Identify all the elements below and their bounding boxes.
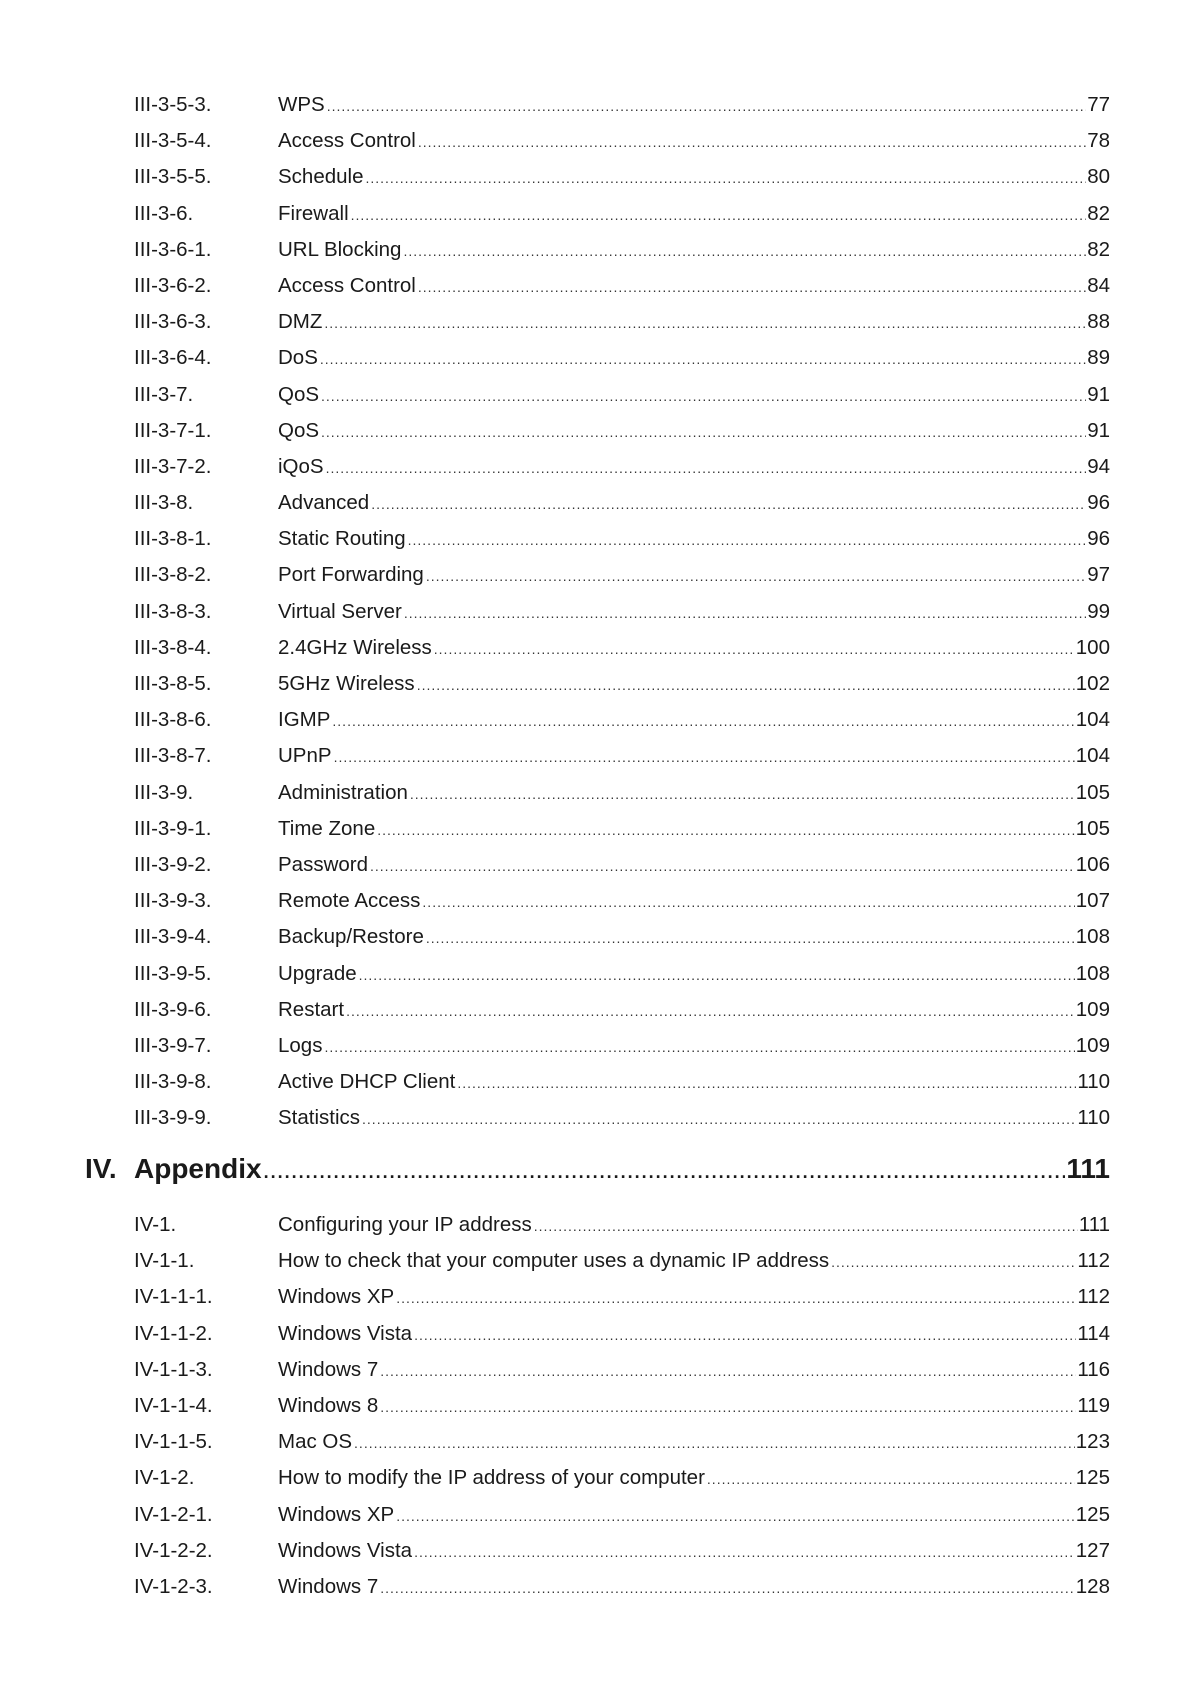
toc-entry[interactable]	[0, 1064, 1190, 1100]
entry-page-number: 123	[1075, 1430, 1110, 1454]
entry-page-number: 91	[1087, 418, 1110, 442]
entry-title: Windows 7	[278, 1569, 380, 1605]
entry-number: III-3-7.	[134, 382, 194, 406]
entry-title: Windows 8	[278, 1388, 380, 1424]
toc-entry[interactable]	[0, 87, 1190, 123]
entry-page-number: 84	[1087, 273, 1110, 297]
entry-page-number: 110	[1077, 1070, 1110, 1094]
entry-line	[278, 340, 1110, 377]
entry-number: III-3-9-2.	[134, 852, 212, 876]
dot-leader	[365, 160, 1086, 196]
entry-page-number: 125	[1075, 1466, 1110, 1490]
dot-leader	[457, 1065, 1076, 1101]
entry-page-number: 119	[1077, 1393, 1110, 1417]
entry-number: III-3-9-6.	[134, 997, 212, 1021]
toc-section-iii	[0, 87, 1190, 1136]
dot-leader	[370, 848, 1075, 884]
entry-title: Time Zone	[278, 811, 377, 847]
entry-line	[278, 883, 1110, 920]
toc-entry[interactable]	[0, 666, 1190, 702]
entry-line	[278, 1064, 1110, 1101]
entry-page-number: 110	[1077, 1106, 1110, 1130]
dot-leader	[408, 522, 1087, 558]
toc-chapter-iv	[0, 1133, 1190, 1201]
entry-number: III-3-5-3.	[134, 93, 212, 116]
entry-number: III-3-9-1.	[134, 816, 212, 840]
entry-line	[278, 159, 1110, 196]
entry-title: Access Control	[278, 268, 418, 304]
entry-page-number: 109	[1075, 997, 1110, 1021]
entry-line	[278, 123, 1110, 160]
entry-number: IV-1-1-2.	[134, 1321, 213, 1345]
entry-number: IV-1-2-2.	[134, 1538, 213, 1562]
dot-leader	[426, 558, 1086, 594]
entry-line	[278, 775, 1110, 812]
entry-line	[278, 377, 1110, 414]
entry-title: Administration	[278, 775, 410, 811]
dot-leader	[380, 1353, 1076, 1389]
entry-title: Port Forwarding	[278, 557, 426, 593]
entry-page-number: 102	[1075, 672, 1110, 695]
entry-number: IV-1-2-1.	[134, 1502, 213, 1526]
dot-leader	[326, 450, 1087, 486]
entry-page-number: 127	[1075, 1538, 1110, 1562]
entry-number: III-3-9-3.	[134, 889, 212, 913]
dot-leader	[264, 1144, 1066, 1200]
entry-number: III-3-8-2.	[134, 563, 212, 587]
entry-page-number: 112	[1077, 1249, 1110, 1273]
entry-number: III-3-6-3.	[134, 310, 212, 334]
entry-page-number: 108	[1075, 925, 1110, 949]
toc-entry[interactable]	[0, 630, 1190, 666]
entry-number: III-3-5-5.	[134, 165, 212, 189]
entry-number: III-3-9-9.	[134, 1106, 212, 1130]
entry-title: Restart	[278, 992, 346, 1028]
dot-leader	[320, 341, 1086, 377]
toc-entry[interactable]	[0, 1316, 1190, 1352]
dot-leader	[324, 1029, 1074, 1065]
entry-page-number: 82	[1087, 201, 1110, 225]
entry-line	[278, 1533, 1110, 1570]
toc-entry[interactable]	[0, 702, 1190, 738]
toc-entry[interactable]	[0, 1207, 1190, 1243]
toc-entry[interactable]	[0, 738, 1190, 774]
entry-line	[278, 304, 1110, 341]
toc-entry[interactable]	[0, 449, 1190, 485]
entry-number: IV-1.	[134, 1213, 177, 1236]
entry-line	[278, 630, 1110, 667]
entry-number: IV-1-2-3.	[134, 1574, 213, 1598]
dot-leader	[321, 378, 1086, 414]
entry-title: Windows Vista	[278, 1316, 414, 1352]
entry-number: III-3-6-2.	[134, 273, 212, 297]
entry-title: How to check that your computer uses a dynamic IP address	[278, 1243, 831, 1279]
entry-title: DMZ	[278, 304, 324, 340]
entry-number: III-3-8-7.	[134, 744, 212, 768]
entry-title: DoS	[278, 340, 320, 376]
entry-title: URL Blocking	[278, 232, 403, 268]
entry-title: QoS	[278, 413, 321, 449]
toc-entry[interactable]	[0, 557, 1190, 593]
dot-leader	[403, 233, 1086, 269]
entry-page-number: 80	[1087, 165, 1110, 189]
entry-line	[278, 1388, 1110, 1425]
dot-leader	[417, 667, 1075, 703]
toc-entry[interactable]	[0, 956, 1190, 992]
entry-page-number: 77	[1087, 93, 1110, 116]
chapter-title: Appendix	[134, 1141, 264, 1197]
toc-entry[interactable]	[0, 268, 1190, 304]
entry-line	[278, 1316, 1110, 1353]
entry-line	[278, 196, 1110, 233]
entry-title: Windows XP	[278, 1279, 396, 1315]
entry-line	[278, 521, 1110, 558]
dot-leader	[371, 486, 1086, 522]
entry-line	[278, 702, 1110, 739]
toc-entry[interactable]	[0, 992, 1190, 1028]
chapter-number: IV.	[85, 1153, 117, 1184]
entry-page-number: 96	[1087, 491, 1110, 515]
toc-entry[interactable]	[0, 485, 1190, 521]
entry-title: IGMP	[278, 702, 332, 738]
toc-entry[interactable]	[0, 1352, 1190, 1388]
dot-leader	[377, 812, 1075, 848]
entry-title: Firewall	[278, 196, 351, 232]
dot-leader	[426, 920, 1075, 956]
dot-leader	[831, 1244, 1076, 1280]
entry-line	[278, 594, 1110, 631]
toc-entry[interactable]	[0, 304, 1190, 340]
entry-number: IV-1-1-3.	[134, 1357, 213, 1381]
entry-line	[278, 485, 1110, 522]
entry-title: Access Control	[278, 123, 418, 159]
dot-leader	[351, 197, 1087, 233]
entry-title: Configuring your IP address	[278, 1207, 534, 1243]
entry-page-number: 105	[1075, 780, 1110, 804]
entry-page-number: 105	[1075, 816, 1110, 840]
entry-page-number: 100	[1075, 635, 1110, 659]
entry-line	[278, 992, 1110, 1029]
toc-entry[interactable]	[0, 1100, 1190, 1136]
toc-entry[interactable]	[0, 1424, 1190, 1460]
dot-leader	[404, 595, 1086, 631]
entry-title: How to modify the IP address of your computer	[278, 1460, 707, 1496]
entry-number: III-3-8-4.	[134, 635, 212, 659]
entry-title: Active DHCP Client	[278, 1064, 457, 1100]
entry-page-number: 107	[1075, 889, 1110, 913]
dot-leader	[434, 631, 1075, 667]
entry-page-number: 91	[1087, 382, 1110, 406]
entry-number: III-3-9-4.	[134, 925, 212, 949]
entry-page-number: 88	[1087, 310, 1110, 334]
entry-number: III-3-7-2.	[134, 454, 212, 478]
entry-title: Schedule	[278, 159, 365, 195]
toc-entry[interactable]	[0, 1243, 1190, 1279]
entry-line	[278, 1279, 1110, 1316]
toc-entry[interactable]	[0, 340, 1190, 376]
toc-entry[interactable]	[0, 1388, 1190, 1424]
entry-line	[278, 956, 1110, 993]
dot-leader	[422, 884, 1074, 920]
entry-page-number: 82	[1087, 237, 1110, 261]
entry-title: WPS	[278, 87, 327, 123]
entry-line	[278, 449, 1110, 486]
dot-leader	[380, 1389, 1076, 1425]
entry-title: 2.4GHz Wireless	[278, 630, 434, 666]
dot-leader	[396, 1280, 1076, 1316]
entry-page-number: 94	[1087, 454, 1110, 478]
toc-chapter-row[interactable]	[0, 1141, 1190, 1197]
entry-line	[278, 811, 1110, 848]
entry-title: Static Routing	[278, 521, 408, 557]
toc-entry[interactable]	[0, 775, 1190, 811]
entry-line	[278, 1352, 1110, 1389]
entry-line	[278, 666, 1110, 703]
entry-line	[278, 1424, 1110, 1461]
entry-line	[278, 847, 1110, 884]
dot-leader	[410, 776, 1075, 812]
entry-title: Advanced	[278, 485, 371, 521]
entry-number: III-3-7-1.	[134, 418, 212, 442]
entry-number: III-3-9-7.	[134, 1033, 212, 1057]
entry-page-number: 96	[1087, 527, 1110, 551]
entry-number: IV-1-2.	[134, 1466, 195, 1490]
toc-entry[interactable]	[0, 232, 1190, 268]
entry-page-number: 116	[1077, 1357, 1110, 1381]
dot-leader	[346, 993, 1075, 1029]
entry-number: III-3-8.	[134, 491, 194, 515]
toc-entry[interactable]	[0, 1460, 1190, 1496]
dot-leader	[414, 1534, 1075, 1570]
entry-title: Windows 7	[278, 1352, 380, 1388]
entry-page-number: 106	[1075, 852, 1110, 876]
entry-page-number: 89	[1087, 346, 1110, 370]
toc-entry[interactable]	[0, 1279, 1190, 1315]
dot-leader	[327, 88, 1086, 124]
toc-section-iv	[0, 1207, 1190, 1605]
toc-entry[interactable]	[0, 1497, 1190, 1533]
entry-line	[278, 1207, 1110, 1244]
dot-leader	[418, 124, 1086, 160]
entry-page-number: 112	[1077, 1285, 1110, 1309]
toc-entry[interactable]	[0, 159, 1190, 195]
dot-leader	[354, 1425, 1075, 1461]
toc-entry[interactable]	[0, 1028, 1190, 1064]
entry-title: Virtual Server	[278, 594, 404, 630]
entry-line	[278, 1460, 1110, 1497]
dot-leader	[707, 1461, 1075, 1497]
entry-page-number: 111	[1078, 1213, 1110, 1236]
entry-line	[278, 268, 1110, 305]
entry-number: III-3-8-1.	[134, 527, 212, 551]
entry-title: Windows XP	[278, 1497, 396, 1533]
entry-page-number: 78	[1087, 129, 1110, 153]
entry-number: III-3-8-3.	[134, 599, 212, 623]
entry-title: Remote Access	[278, 883, 422, 919]
entry-number: IV-1-1-1.	[134, 1285, 213, 1309]
entry-title: QoS	[278, 377, 321, 413]
entry-number: III-3-6-4.	[134, 346, 212, 370]
entry-line	[278, 87, 1110, 124]
dot-leader	[414, 1317, 1076, 1353]
dot-leader	[380, 1570, 1075, 1606]
dot-leader	[359, 957, 1075, 993]
entry-number: III-3-8-6.	[134, 708, 212, 732]
entry-line	[278, 1243, 1110, 1280]
entry-title: Windows Vista	[278, 1533, 414, 1569]
toc-entry[interactable]	[0, 883, 1190, 919]
dot-leader	[324, 305, 1086, 341]
entry-title: Upgrade	[278, 956, 359, 992]
entry-title: UPnP	[278, 738, 334, 774]
entry-number: III-3-9-5.	[134, 961, 212, 985]
dot-leader	[332, 703, 1074, 739]
toc-entry[interactable]	[0, 919, 1190, 955]
entry-number: III-3-9-8.	[134, 1070, 212, 1094]
entry-title: Statistics	[278, 1100, 362, 1136]
dot-leader	[418, 269, 1086, 305]
toc-entry[interactable]	[0, 413, 1190, 449]
entry-number: III-3-5-4.	[134, 129, 212, 153]
entry-line	[278, 232, 1110, 269]
chapter-page-number: 111	[1066, 1153, 1110, 1184]
dot-leader	[534, 1208, 1078, 1244]
toc-entry[interactable]	[0, 594, 1190, 630]
entry-line	[278, 1497, 1110, 1534]
entry-page-number: 114	[1077, 1321, 1110, 1345]
entry-title: Logs	[278, 1028, 324, 1064]
entry-number: III-3-9.	[134, 780, 194, 804]
entry-line	[278, 738, 1110, 775]
toc-entry[interactable]	[0, 123, 1190, 159]
dot-leader	[396, 1498, 1075, 1534]
entry-number: III-3-6-1.	[134, 237, 212, 261]
entry-line	[278, 919, 1110, 956]
entry-page-number: 108	[1075, 961, 1110, 985]
entry-number: IV-1-1.	[134, 1249, 195, 1273]
toc-entry[interactable]	[0, 847, 1190, 883]
entry-page-number: 125	[1075, 1502, 1110, 1526]
entry-line	[278, 557, 1110, 594]
entry-line	[278, 1100, 1110, 1137]
toc-entry[interactable]	[0, 1569, 1190, 1605]
entry-line	[278, 413, 1110, 450]
entry-page-number: 99	[1087, 599, 1110, 623]
entry-line	[278, 1028, 1110, 1065]
entry-page-number: 104	[1075, 708, 1110, 732]
entry-number: IV-1-1-5.	[134, 1430, 213, 1454]
entry-page-number: 104	[1075, 744, 1110, 768]
toc-entry[interactable]	[0, 811, 1190, 847]
entry-title: Backup/Restore	[278, 919, 426, 955]
entry-title: Password	[278, 847, 370, 883]
entry-line	[278, 1569, 1110, 1606]
entry-number: IV-1-1-4.	[134, 1393, 213, 1417]
toc-entry[interactable]	[0, 521, 1190, 557]
entry-page-number: 97	[1087, 563, 1110, 587]
entry-title: 5GHz Wireless	[278, 666, 417, 702]
dot-leader	[334, 739, 1075, 775]
entry-page-number: 128	[1075, 1574, 1110, 1598]
entry-title: iQoS	[278, 449, 326, 485]
entry-number: III-3-6.	[134, 201, 194, 225]
entry-title: Mac OS	[278, 1424, 354, 1460]
toc-entry[interactable]	[0, 1533, 1190, 1569]
toc-entry[interactable]	[0, 377, 1190, 413]
toc-entry[interactable]	[0, 196, 1190, 232]
dot-leader	[321, 414, 1086, 450]
entry-page-number: 109	[1075, 1033, 1110, 1057]
entry-number: III-3-8-5.	[134, 672, 212, 695]
